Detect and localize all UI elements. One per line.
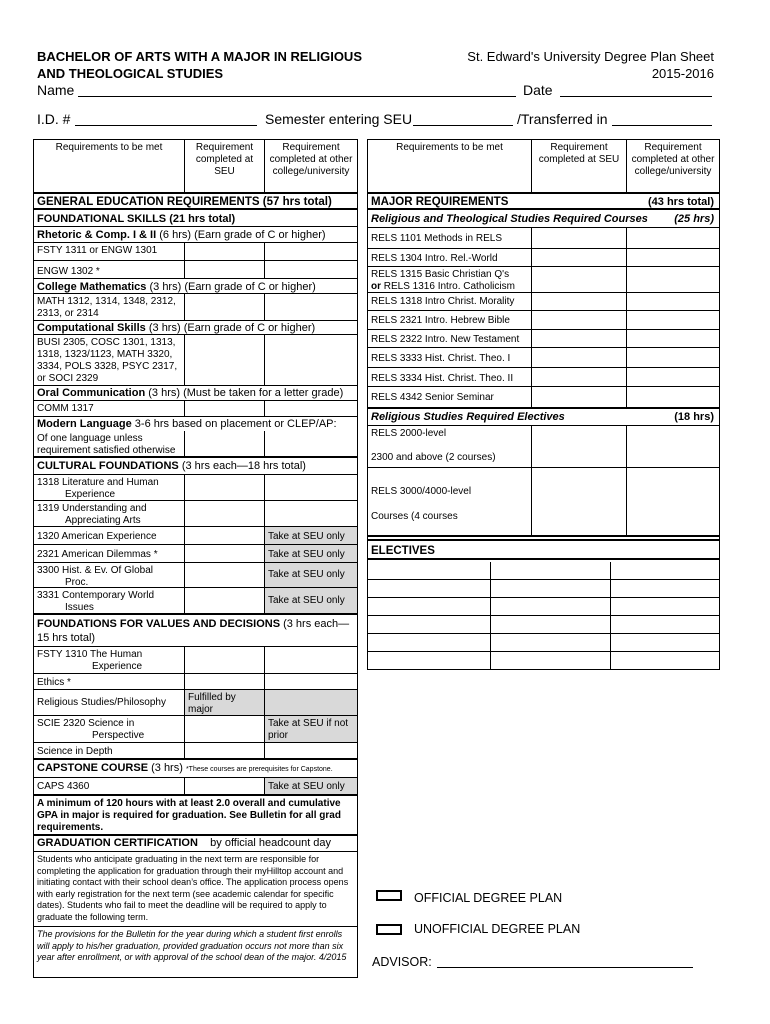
engw1302-seu-cell[interactable]: [184, 261, 264, 278]
comp-courses-row: BUSI 2305, COSC 1301, 1313, 1318, 1323/1123, MATH 3320, 3334, POLS 3328, PSYC 2317, or SOCI 2329: [37, 337, 178, 384]
c1320-seu-cell[interactable]: [184, 527, 264, 544]
title-line-2: AND THEOLOGICAL STUDIES: [37, 66, 224, 81]
rels4342-seu-cell[interactable]: [531, 387, 626, 407]
official-degree-plan-label: OFFICIAL DEGREE PLAN: [414, 891, 563, 905]
math-courses-row: MATH 1312, 1314, 1348, 2312, 2313, or 2314: [37, 296, 176, 319]
grad-text: Students who anticipate graduating in the next term are responsible for completing the application for graduation through their myHilltop account and initiating contact with their school dean’s office. The application process opens with early registration for the next term (see academic calendar for specific dates). Students who fail to meet the deadline will be required to apply to graduate the following term.: [37, 854, 349, 922]
rels3000-row: RELS 3000/4000-level Courses (4 courses: [371, 486, 472, 522]
col-header-req: Requirements to be met: [55, 142, 163, 153]
college-math-heading: College Mathematics (3 hrs) (Earn grade of C or higher): [37, 281, 316, 293]
rels1318-seu-cell[interactable]: [531, 293, 626, 310]
major-heading: MAJOR REQUIREMENTS: [371, 196, 509, 208]
col-header-other-r: Requirement completed at other college/university: [626, 140, 719, 192]
engw1302-row: ENGW 1302 *: [37, 266, 100, 277]
c2321-seu-cell[interactable]: [184, 545, 264, 562]
capstone-heading: CAPSTONE COURSE (3 hrs) *These courses are prerequisites for Capstone.: [37, 762, 333, 774]
c2321-row: 2321 American Dilemmas *: [37, 549, 158, 560]
caps-seu-cell[interactable]: [184, 778, 264, 794]
comp-other-cell[interactable]: [264, 335, 357, 385]
comm1317-row: COMM 1317: [37, 403, 94, 414]
plan-year: 2015-2016: [651, 66, 714, 81]
date-field[interactable]: [560, 96, 712, 97]
c3300-seu-cell[interactable]: [184, 563, 264, 587]
min-hours-note: A minimum of 120 hours with at least 2.0 overall and cumulative GPA in major is required for graduation. See Bulletin for all grad requirements.: [37, 798, 341, 833]
oral-heading: Oral Communication (3 hrs) (Must be taken for a letter grade): [37, 387, 344, 399]
fulfilled-by-major: Fulfilled by major: [184, 690, 264, 715]
rels1101-seu-cell[interactable]: [531, 228, 626, 248]
name-label: Name: [37, 82, 75, 98]
math-other-cell[interactable]: [264, 294, 357, 320]
rts-required-heading: Religious and Theological Studies Required Courses: [371, 213, 648, 225]
math-seu-cell[interactable]: [184, 294, 264, 320]
rels3333-seu-cell[interactable]: [531, 348, 626, 367]
unofficial-degree-plan-checkbox[interactable]: [376, 924, 402, 935]
cultural-heading: CULTURAL FOUNDATIONS (3 hrs each—18 hrs total): [37, 460, 306, 472]
rels3333-row: RELS 3333 Hist. Christ. Theo. I: [371, 353, 511, 364]
rels2000-other-cell[interactable]: [626, 426, 719, 467]
col-header-req-r: Requirements to be met: [396, 142, 503, 153]
c1318-other-cell[interactable]: [264, 475, 357, 500]
fsty1311-seu-cell[interactable]: [184, 243, 264, 260]
c3331-seu-cell[interactable]: [184, 588, 264, 613]
rels1315-row: RELS 1315 Basic Christian Q's or RELS 1316 Intro. Catholicism: [371, 269, 515, 292]
rels3333-other-cell[interactable]: [626, 348, 719, 367]
transferred-label: /Transferred in: [517, 111, 608, 127]
c1320-take-seu: Take at SEU only: [264, 527, 357, 544]
rels1318-other-cell[interactable]: [626, 293, 719, 310]
date-label: Date: [523, 82, 553, 98]
advisor-label: ADVISOR:: [372, 955, 432, 969]
fsty1310-seu-cell[interactable]: [184, 647, 264, 673]
c1320-row: 1320 American Experience: [37, 531, 157, 542]
id-field[interactable]: [75, 125, 257, 126]
lang-other-cell[interactable]: [264, 431, 357, 456]
col-header-seu-r: Requirement completed at SEU: [531, 140, 626, 192]
comm-other-cell[interactable]: [264, 401, 357, 416]
rels1318-row: RELS 1318 Intro Christ. Morality: [371, 296, 515, 307]
foundational-heading: FOUNDATIONAL SKILLS (21 hrs total): [37, 213, 236, 225]
rels3334-seu-cell[interactable]: [531, 368, 626, 386]
caps4360-row: CAPS 4360: [37, 781, 90, 792]
fsty1311-row: FSTY 1311 or ENGW 1301: [37, 245, 158, 256]
rels2000-seu-cell[interactable]: [531, 426, 626, 467]
relstudies-other-cell: [264, 690, 357, 715]
c1319-seu-cell[interactable]: [184, 501, 264, 526]
comp-skills-heading: Computational Skills (3 hrs) (Earn grade of C or higher): [37, 322, 316, 334]
rs-electives-hrs: (18 hrs): [674, 411, 714, 423]
ethics-seu-cell[interactable]: [184, 674, 264, 689]
rels2322-other-cell[interactable]: [626, 330, 719, 347]
title-line-1: BACHELOR OF ARTS WITH A MAJOR IN RELIGIOUS: [37, 49, 362, 64]
one-language-row: Of one language unless requirement satisfied otherwise: [37, 433, 176, 456]
rels2322-row: RELS 2322 Intro. New Testament: [371, 334, 520, 345]
id-label: I.D. #: [37, 111, 71, 127]
science-depth-row: Science in Depth: [37, 746, 113, 757]
provisions-text: The provisions for the Bulletin for the year during which a student first enrolls will apply to his/her graduation, provided graduation occurs not more than six year after enrollment, or with approval of the school dean of the major. 4/2015: [37, 929, 347, 962]
modern-lang-heading: Modern Language 3-6 hrs based on placement or CLEP/AP:: [37, 418, 337, 430]
rels2321-row: RELS 2321 Intro. Hebrew Bible: [371, 315, 510, 326]
rels3334-other-cell[interactable]: [626, 368, 719, 386]
c1318-seu-cell[interactable]: [184, 475, 264, 500]
ethics-row: Ethics *: [37, 677, 71, 688]
col-header-seu: Requirement completed at SEU: [184, 140, 264, 192]
rels3334-row: RELS 3334 Hist. Christ. Theo. II: [371, 373, 514, 384]
c3300-take-seu: Take at SEU only: [264, 563, 357, 587]
university-title: St. Edward's University Degree Plan Sheet: [467, 49, 714, 64]
rels4342-row: RELS 4342 Senior Seminar: [371, 392, 494, 403]
rels1304-other-cell[interactable]: [626, 249, 719, 266]
name-field[interactable]: [78, 96, 516, 97]
c2321-take-seu: Take at SEU only: [264, 545, 357, 562]
fsty1310-other-cell[interactable]: [264, 647, 357, 673]
c3331-row: 3331 Contemporary World Issues: [37, 590, 155, 613]
major-hrs: (43 hrs total): [647, 196, 714, 208]
c1319-other-cell[interactable]: [264, 501, 357, 526]
rs-electives-heading: Religious Studies Required Electives: [371, 411, 565, 423]
engw1302-other-cell[interactable]: [264, 261, 357, 278]
rels2000-row: RELS 2000-level 2300 and above (2 courses): [371, 428, 496, 463]
c1319-row: 1319 Understanding and Appreciating Arts: [37, 503, 147, 526]
semester-field[interactable]: [413, 125, 513, 126]
col-header-other: Requirement completed at other college/university: [264, 140, 357, 192]
scie2320-row: SCIE 2320 Science in Perspective: [37, 718, 145, 741]
caps-take-seu: Take at SEU only: [264, 778, 357, 794]
semester-label: Semester entering SEU: [265, 111, 413, 127]
rels2321-other-cell[interactable]: [626, 311, 719, 329]
right-requirements-table: [367, 139, 720, 670]
rels2321-seu-cell[interactable]: [531, 311, 626, 329]
relstudies-row: Religious Studies/Philosophy: [37, 697, 166, 708]
electives-heading: ELECTIVES: [371, 545, 435, 557]
values-heading: FOUNDATIONS FOR VALUES AND DECISIONS (3 hrs each—15 hrs total): [37, 618, 350, 644]
scie-take-seu: Take at SEU if not prior: [264, 716, 357, 742]
gen-ed-heading: GENERAL EDUCATION REQUIREMENTS (57 hrs total): [37, 196, 332, 208]
ethics-other-cell[interactable]: [264, 674, 357, 689]
left-requirements-table: [33, 139, 358, 978]
c3300-row: 3300 Hist. & Ev. Of Global Proc.: [37, 565, 153, 587]
rels1315-seu-cell[interactable]: [531, 267, 626, 292]
rhetoric-heading: Rhetoric & Comp. I & II (6 hrs) (Earn grade of C or higher): [37, 229, 326, 241]
rels3000-other-cell[interactable]: [626, 468, 719, 535]
grad-cert-heading: GRADUATION CERTIFICATION by official headcount day: [37, 837, 332, 849]
rels1315-other-cell[interactable]: [626, 267, 719, 292]
rels3000-seu-cell[interactable]: [531, 468, 626, 535]
unofficial-degree-plan-label: UNOFFICIAL DEGREE PLAN: [414, 922, 581, 936]
rels1304-row: RELS 1304 Intro. Rel.-World: [371, 253, 498, 264]
comm-seu-cell[interactable]: [184, 401, 264, 416]
advisor-field[interactable]: [437, 967, 693, 968]
transferred-field[interactable]: [612, 125, 712, 126]
rels4342-other-cell[interactable]: [626, 387, 719, 407]
fsty1310-row: FSTY 1310 The Human Experience: [37, 649, 143, 672]
comp-seu-cell[interactable]: [184, 335, 264, 385]
c3331-take-seu: Take at SEU only: [264, 588, 357, 613]
rels1304-seu-cell[interactable]: [531, 249, 626, 266]
sci-depth-seu-cell[interactable]: [184, 743, 264, 758]
rels1101-row: RELS 1101 Methods in RELS: [371, 233, 503, 244]
fsty1311-other-cell[interactable]: [264, 243, 357, 260]
sci-depth-other-cell[interactable]: [264, 743, 357, 758]
rels2322-seu-cell[interactable]: [531, 330, 626, 347]
c1318-row: 1318 Literature and Human Experience: [37, 477, 159, 500]
scie-seu-cell[interactable]: [184, 716, 264, 742]
rels1101-other-cell[interactable]: [626, 228, 719, 248]
official-degree-plan-checkbox[interactable]: [376, 890, 402, 901]
lang-seu-cell[interactable]: [184, 431, 264, 456]
rts-required-hrs: (25 hrs): [674, 213, 714, 225]
